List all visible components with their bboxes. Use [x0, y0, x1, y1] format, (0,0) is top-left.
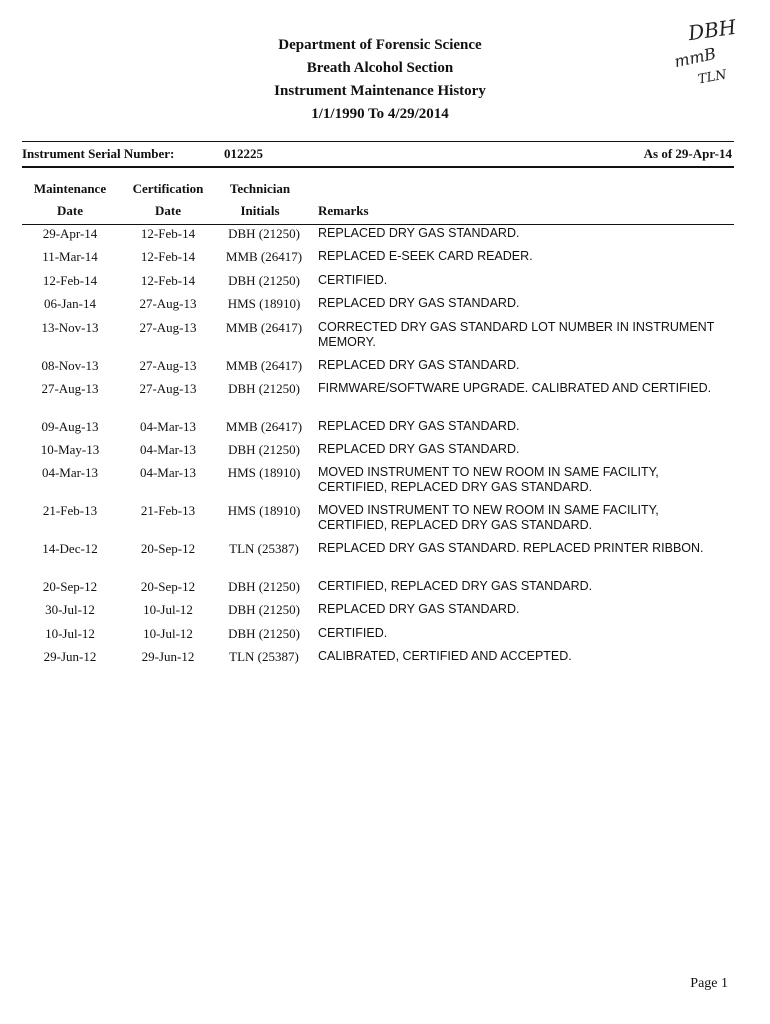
- technician-initials: DBH (21250): [228, 602, 300, 617]
- report-title: Instrument Maintenance History: [274, 83, 486, 99]
- maintenance-date: 10-Jul-12: [45, 626, 95, 641]
- technician-initials: HMS (18910): [227, 465, 301, 480]
- column-header-certification-date: Certification Date: [132, 181, 204, 218]
- remarks: REPLACED E-SEEK CARD READER.: [318, 249, 533, 263]
- remarks: CERTIFIED.: [318, 273, 388, 287]
- table-row: [22, 249, 734, 273]
- maintenance-date: 11-Mar-14: [42, 249, 98, 264]
- certification-date: 12-Feb-14: [140, 273, 196, 288]
- section-title: Breath Alcohol Section: [306, 60, 454, 76]
- remarks: CERTIFIED.: [318, 626, 388, 640]
- maintenance-date: 21-Feb-13: [42, 503, 98, 518]
- maintenance-date: 29-Apr-14: [42, 226, 98, 241]
- technician-initials: HMS (18910): [227, 296, 301, 311]
- certification-date: 04-Mar-13: [139, 419, 197, 434]
- remarks: REPLACED DRY GAS STANDARD. REPLACED PRINTER RIBBON.: [318, 541, 704, 555]
- maintenance-date: 27-Aug-13: [41, 381, 99, 396]
- certification-date: 04-Mar-13: [139, 465, 197, 480]
- remarks: FIRMWARE/SOFTWARE UPGRADE. CALIBRATED AND CERTIFIED.: [318, 381, 712, 395]
- handwritten-initials: [668, 14, 748, 90]
- initial-mmb: mmB: [672, 43, 718, 72]
- header-divider: [22, 224, 734, 225]
- certification-date: 27-Aug-13: [139, 320, 197, 335]
- column-header-maintenance-date: Maintenance Date: [33, 181, 107, 218]
- table-row: [22, 602, 734, 626]
- certification-date: 21-Feb-13: [140, 503, 196, 518]
- table-row: [22, 419, 734, 442]
- column-header-remarks: Remarks: [318, 203, 369, 218]
- initial-dbh: DBH: [686, 14, 738, 46]
- remarks: REPLACED DRY GAS STANDARD.: [318, 602, 520, 616]
- technician-initials: DBH (21250): [228, 579, 300, 594]
- top-divider: [22, 141, 734, 142]
- date-range: 1/1/1990 To 4/29/2014: [311, 106, 449, 122]
- remarks: CORRECTED DRY GAS STANDARD LOT NUMBER IN INSTRUMENT MEMORY.: [318, 320, 715, 349]
- maintenance-date: 10-May-13: [40, 442, 100, 457]
- remarks: REPLACED DRY GAS STANDARD.: [318, 296, 520, 310]
- technician-initials: DBH (21250): [228, 381, 300, 396]
- technician-initials: MMB (26417): [225, 320, 303, 335]
- certification-date: 04-Mar-13: [139, 442, 197, 457]
- certification-date: 29-Jun-12: [141, 649, 195, 664]
- maintenance-date: 04-Mar-13: [41, 465, 99, 480]
- table-row: [22, 649, 734, 672]
- as-of-date: As of 29-Apr-14: [643, 146, 732, 161]
- certification-date: 27-Aug-13: [139, 358, 197, 373]
- table-row: [22, 465, 734, 503]
- maintenance-date: 08-Nov-13: [41, 358, 99, 373]
- table-row: [22, 541, 734, 579]
- maintenance-date: 30-Jul-12: [45, 602, 95, 617]
- certification-date: 10-Jul-12: [143, 626, 193, 641]
- report-header: [0, 34, 760, 126]
- certification-date: 27-Aug-13: [139, 296, 197, 311]
- technician-initials: DBH (21250): [228, 226, 300, 241]
- certification-date: 20-Sep-12: [140, 579, 196, 594]
- department-title: Department of Forensic Science: [278, 37, 482, 53]
- technician-initials: DBH (21250): [228, 626, 300, 641]
- certification-date: 12-Feb-14: [140, 249, 196, 264]
- initial-tln: TLN: [696, 67, 728, 88]
- remarks: REPLACED DRY GAS STANDARD.: [318, 358, 520, 372]
- serial-label: Instrument Serial Number:: [22, 146, 175, 161]
- technician-initials: HMS (18910): [227, 503, 301, 518]
- technician-initials: DBH (21250): [228, 442, 300, 457]
- technician-initials: TLN (25387): [229, 649, 299, 664]
- remarks: CERTIFIED, REPLACED DRY GAS STANDARD.: [318, 579, 593, 593]
- serial-bar: [22, 146, 734, 164]
- maintenance-table: [22, 226, 734, 672]
- remarks: REPLACED DRY GAS STANDARD.: [318, 442, 520, 456]
- table-row: [22, 503, 734, 541]
- technician-initials: MMB (26417): [225, 419, 303, 434]
- maintenance-date: 13-Nov-13: [41, 320, 99, 335]
- maintenance-date: 06-Jan-14: [44, 296, 96, 311]
- maintenance-date: 20-Sep-12: [42, 579, 98, 594]
- remarks: CALIBRATED, CERTIFIED AND ACCEPTED.: [318, 649, 572, 663]
- technician-initials: DBH (21250): [228, 273, 300, 288]
- table-row: [22, 320, 734, 358]
- remarks: REPLACED DRY GAS STANDARD.: [318, 226, 520, 240]
- page-number: Page 1: [690, 976, 728, 991]
- technician-initials: MMB (26417): [225, 249, 303, 264]
- technician-initials: TLN (25387): [229, 541, 299, 556]
- table-row: [22, 579, 734, 602]
- table-row: [22, 381, 734, 419]
- serial-number: 012225: [224, 146, 263, 161]
- certification-date: 27-Aug-13: [139, 381, 197, 396]
- column-header-technician-initials: Technician Initials: [229, 181, 291, 218]
- table-row: [22, 273, 734, 296]
- table-row: [22, 226, 734, 249]
- maintenance-date: 29-Jun-12: [43, 649, 97, 664]
- remarks: MOVED INSTRUMENT TO NEW ROOM IN SAME FACILITY, CERTIFIED, REPLACED DRY GAS STANDARD.: [318, 465, 659, 494]
- technician-initials: MMB (26417): [225, 358, 303, 373]
- certification-date: 10-Jul-12: [143, 602, 193, 617]
- table-row: [22, 358, 734, 381]
- maintenance-date: 14-Dec-12: [42, 541, 98, 556]
- remarks: MOVED INSTRUMENT TO NEW ROOM IN SAME FACILITY, CERTIFIED, REPLACED DRY GAS STANDARD.: [318, 503, 659, 532]
- serial-divider: [22, 166, 734, 168]
- certification-date: 20-Sep-12: [140, 541, 196, 556]
- table-row: [22, 626, 734, 649]
- table-row: [22, 296, 734, 320]
- certification-date: 12-Feb-14: [140, 226, 196, 241]
- remarks: REPLACED DRY GAS STANDARD.: [318, 419, 520, 433]
- maintenance-date: 12-Feb-14: [42, 273, 98, 288]
- maintenance-date: 09-Aug-13: [41, 419, 99, 434]
- table-row: [22, 442, 734, 465]
